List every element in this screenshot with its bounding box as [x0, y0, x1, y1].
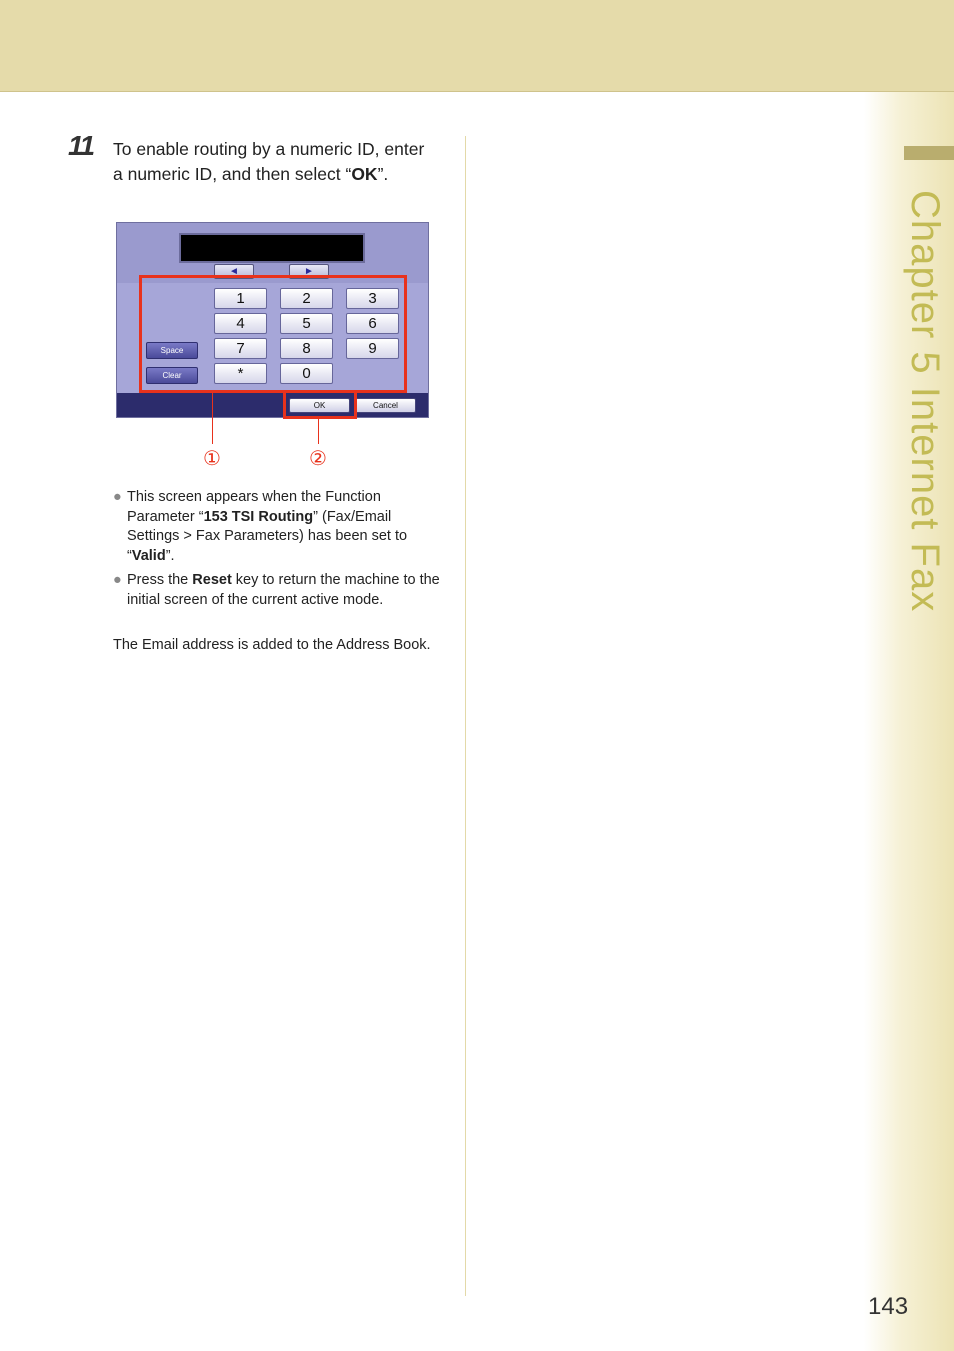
step-number: 11: [68, 130, 94, 161]
chapter-tab: [904, 146, 954, 160]
space-button[interactable]: Space: [146, 342, 198, 359]
quote-open: “: [345, 164, 352, 184]
reset-term: Reset: [192, 572, 232, 588]
keypad-highlight: [139, 275, 407, 393]
cancel-button[interactable]: Cancel: [355, 398, 416, 413]
step-instruction: [113, 137, 433, 187]
bullet-text: ” (Fax/Email Settings > Fax Parameters) has been set to “: [127, 508, 408, 564]
clear-button[interactable]: Clear: [146, 367, 198, 384]
id-display: [179, 233, 365, 263]
key-1[interactable]: 1: [214, 288, 267, 309]
ok-highlight: [283, 390, 357, 419]
bullet-text: ”.: [165, 547, 175, 564]
ok-button[interactable]: OK: [289, 398, 350, 413]
key-8[interactable]: 8: [280, 338, 333, 359]
cursor-right-button[interactable]: ►: [289, 264, 329, 279]
bullet-dot: ●: [113, 572, 122, 588]
quote-close: ”.: [377, 164, 389, 184]
bullet-reset: [113, 571, 443, 610]
bullet-tsi-routing: [113, 488, 443, 566]
key-6[interactable]: 6: [346, 313, 399, 334]
key-asterisk[interactable]: *: [214, 363, 267, 384]
page-number: 143: [868, 1293, 909, 1320]
key-0[interactable]: 0: [280, 363, 333, 384]
bullet-text: Press the: [127, 572, 193, 588]
key-3[interactable]: 3: [346, 288, 399, 309]
header-band: [0, 0, 954, 92]
key-2[interactable]: 2: [280, 288, 333, 309]
key-9[interactable]: 9: [346, 338, 399, 359]
key-4[interactable]: 4: [214, 313, 267, 334]
result-note: The Email address is added to the Address Book.: [113, 637, 431, 653]
key-5[interactable]: 5: [280, 313, 333, 334]
key-7[interactable]: 7: [214, 338, 267, 359]
chapter-label: Chapter 5 Internet Fax: [903, 190, 947, 613]
bullet-dot: ●: [113, 489, 122, 505]
step-text-main: To enable routing by a numeric ID, enter a numeric ID, and then select: [113, 139, 425, 184]
ok-term: OK: [351, 164, 378, 184]
callout-line-1: [212, 390, 213, 444]
valid-term: Valid: [131, 547, 166, 564]
cursor-left-button[interactable]: ◄: [214, 264, 254, 279]
bullet-text: This screen appears when the Function Parameter “: [127, 489, 381, 525]
callout-1: ①: [203, 448, 221, 470]
column-divider: [465, 136, 466, 1296]
callout-2: ②: [309, 448, 327, 470]
bullet-text: key to return the machine to the initial screen of the current active mode.: [127, 572, 440, 608]
tsi-routing-term: 153 TSI Routing: [203, 508, 314, 525]
callout-line-2: [318, 416, 319, 444]
